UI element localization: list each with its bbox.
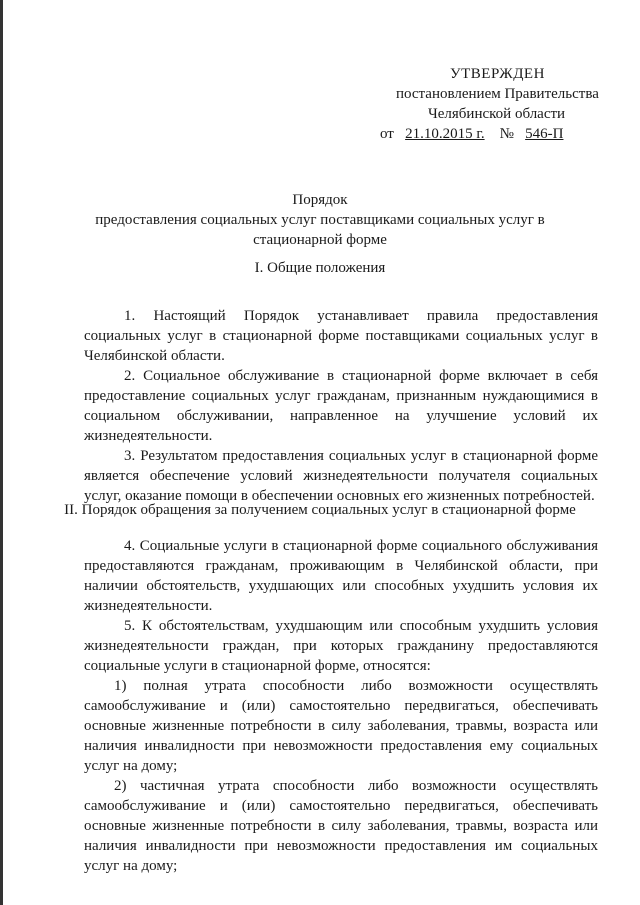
heading-title: Порядок [292,192,348,208]
paragraph-5-item-2: 2) частичная утрата способности либо возможности осуществлять самообслуживание и (или) самостоятельно передвигаться, обеспечивать основные жизненные потребности в силу заболевания, травмы, возраста или наличия инвалидности при невозможности предоставления им социальных услуг на дому; [84,778,598,874]
paragraph-4: 4. Социальные услуги в стационарной форме социального обслуживания предоставляются гражданам, проживающим в Челябинской области, при наличии обстоятельств, ухудшающих или способных ухудшить условия их жизнедеятельности. [84,538,598,614]
section1-body [84,306,598,506]
date-prefix: от [380,126,394,142]
section2-body [84,536,598,876]
approval-number: 546-П [525,126,564,142]
paragraph-3: 3. Результатом предоставления социальных услуг в стационарной форме является обеспечение условий жизнедеятельности получателя социальных услуг, оказание помощи в обеспечении основных его жизненных потребностей. [84,448,598,504]
paragraph-1: 1. Настоящий Порядок устанавливает правила предоставления социальных услуг в стационарной форме поставщиками социальных услуг в Челябинской области. [84,308,598,364]
heading-line1: предоставления социальных услуг поставщиками социальных услуг в [95,212,545,228]
number-prefix: № [499,126,514,142]
approval-stamp-block [380,64,630,144]
approval-title: УТВЕРЖДЕН [450,66,545,82]
page-edge-shadow [0,0,3,905]
approval-date-line [380,124,630,144]
document-heading [0,190,640,250]
paragraph-2: 2. Социальное обслуживание в стационарной форме включает в себя предоставление социальных услуг гражданам, признанным нуждающимися в социальном обслуживании, направленное на улучшение условий их жизнедеятельности. [84,368,598,444]
paragraph-5-item-1: 1) полная утрата способности либо возможности осуществлять самообслуживание и (или) самостоятельно передвигаться, обеспечивать основные жизненные потребности в силу заболевания, травмы, возраста или наличия инвалидности при невозможности предоставления ему социальных услуг на дому; [84,678,598,774]
approval-date: 21.10.2015 г. [405,126,485,142]
approval-issuer: постановлением Правительства [396,86,599,102]
heading-line2: стационарной форме [253,232,387,248]
section2-title: II. Порядок обращения за получением социальных услуг в стационарной форме [64,502,576,518]
section1-title: I. Общие положения [254,260,386,276]
paragraph-5: 5. К обстоятельствам, ухудшающим или способным ухудшить условия жизнедеятельности граждан, при которых гражданину предоставляются социальные услуги в стационарной форме, относятся: [84,618,598,674]
approval-region: Челябинской области [428,106,566,122]
